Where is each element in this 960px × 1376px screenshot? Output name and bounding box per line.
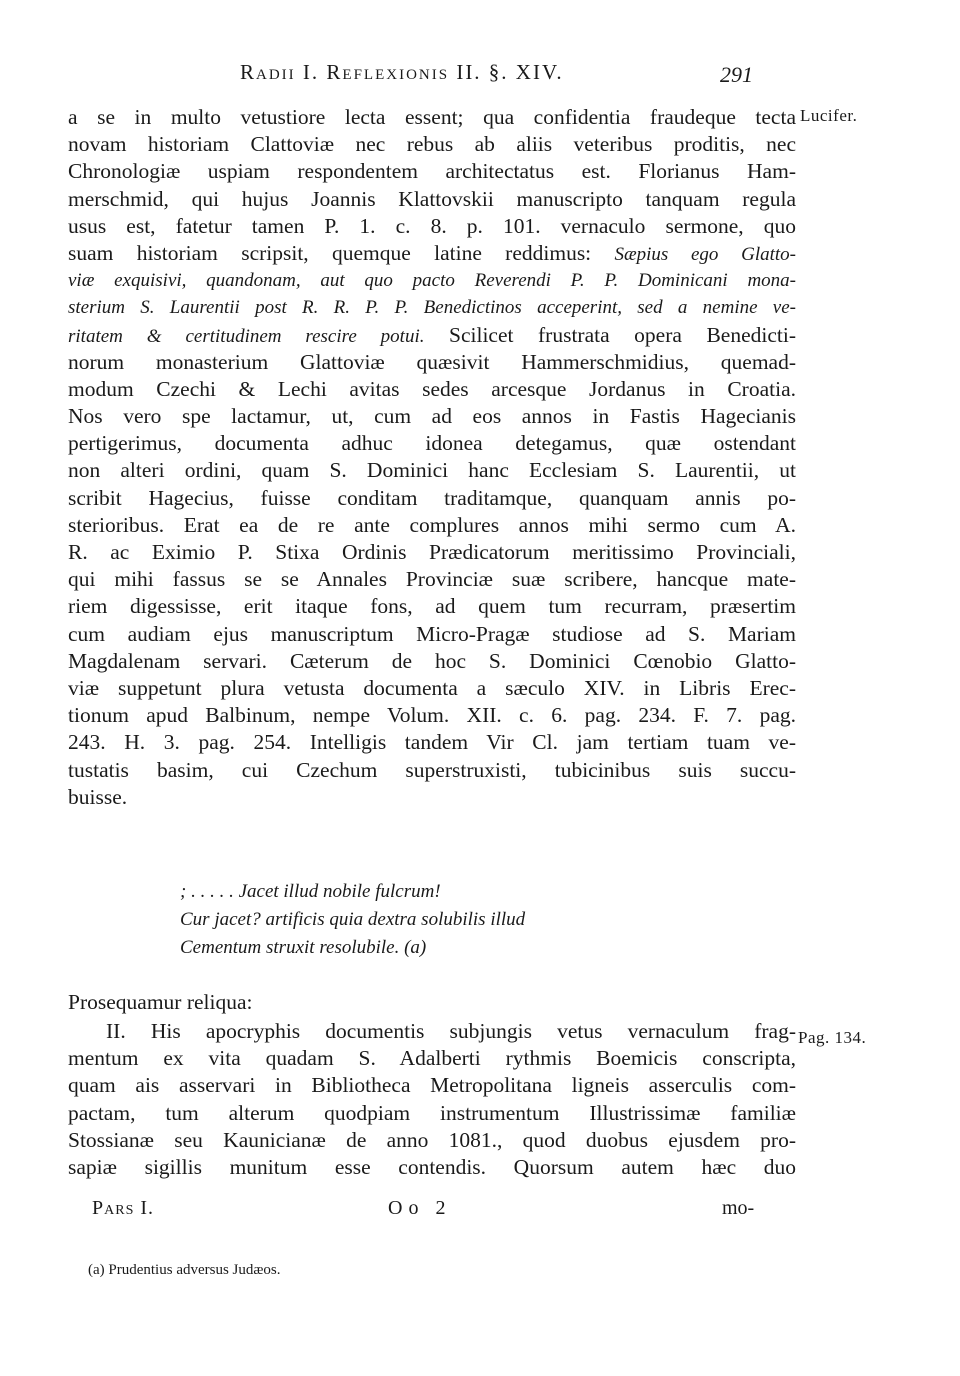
body-line-mixed xyxy=(68,240,796,267)
verse-line: Cementum struxit resolubile. (a) xyxy=(180,937,427,958)
body-line: qui mihi fassus se se Annales Provinciæ suæ scribere, hancque mate- xyxy=(68,567,796,592)
body-line-mixed xyxy=(68,322,796,349)
body-text-second xyxy=(68,1018,796,1181)
body-line: scribit Hagecius, fuisse conditam traditamque, quanquam annis po- xyxy=(68,485,796,510)
body-line: buisse. xyxy=(68,784,128,809)
body-line: modum Czechi & Lechi avitas sedes arcesque Jordanus in Croatia. xyxy=(68,376,796,401)
signature-line xyxy=(92,1197,772,1225)
verse-line: Cur jacet? artificis quia dextra solubilis illud xyxy=(180,909,526,930)
body-line: sterioribus. Erat ea de re ante complures annos mihi sermo cum A. xyxy=(68,512,796,537)
body-line: pertigerimus, documenta adhuc idonea detegamus, quæ ostendant xyxy=(68,431,796,456)
body-line: norum monasterium Glattoviæ quæsivit Hammerschmidius, quemad- xyxy=(68,349,796,374)
body-line: riem digessisse, erit itaque fons, ad quem tum recurram, præsertim xyxy=(68,594,796,619)
body-line: Chronologiæ uspiam respondentem architectatus est. Florianus Ham- xyxy=(68,159,796,184)
body-line: cum audiam ejus manuscriptum Micro-Pragæ studiose ad S. Mariam xyxy=(68,621,796,646)
body-line: pactam, tum alterum quodpiam instrumentum Illustrissimæ familiæ xyxy=(68,1100,796,1125)
body-line: suam historiam scripsit, quemque latine reddimus: xyxy=(68,240,592,265)
quotation-line: ritatem & certitudinem rescire potui. xyxy=(68,325,425,347)
quotation-line: sterium S. Laurentii post R. R. P. P. Benedictinos acceperint, sed a nemine ve- xyxy=(68,297,796,319)
body-line: usus est, fatetur tamen P. 1. c. 8. p. 101. vernaculo sermone, quo xyxy=(68,213,796,238)
body-line: tustatis basim, cui Czechum superstruxisti, tubicinibus suis succu- xyxy=(68,757,796,782)
quotation-italic: Sæpius ego Glatto- xyxy=(614,243,796,265)
body-line: non alteri ordini, quam S. Dominici hanc Ecclesiam S. Laurentii, ut xyxy=(68,458,796,483)
body-line: viæ suppetunt plura vetusta documenta a sæculo XIV. in Libris Erec- xyxy=(68,675,796,700)
signature-mark: Oo 2 xyxy=(388,1197,452,1219)
margin-note-lucifer: Lucifer. xyxy=(800,106,858,125)
part-label: Pars I. xyxy=(92,1197,155,1219)
footnote: (a) Prudentius adversus Judæos. xyxy=(88,1262,281,1278)
body-text xyxy=(68,104,796,811)
running-title: Radii I. Reflexionis II. §. XIV. xyxy=(240,60,564,84)
body-line: novam historiam Clattoviæ nec rebus ab aliis veteribus proditis, nec xyxy=(68,132,796,157)
body-line: a se in multo vetustiore lecta essent; qua confidentia fraudeque tecta xyxy=(68,105,796,129)
quotation-line: viæ exquisivi, quandonam, aut quo pacto Reverendi P. P. Dominicani mona- xyxy=(68,270,796,292)
body-line: Magdalenam servari. Cæterum de hoc S. Dominici Cœnobio Glatto- xyxy=(68,648,796,673)
body-line: merschmid, qui hujus Joannis Klattovskii manuscripto tanquam regula xyxy=(68,186,796,211)
paragraph-first-line: II. His apocryphis documentis subjungis vetus vernaculum frag- xyxy=(106,1019,796,1043)
body-line: Nos vero spe lactamur, ut, cum ad eos annos in Fastis Hagecianis xyxy=(68,404,796,429)
body-line: 243. H. 3. pag. 254. Intelligis tandem Vir Cl. jam tertiam tuam ve- xyxy=(68,730,796,755)
body-line: Scilicet frustrata opera Benedicti- xyxy=(449,322,796,347)
body-line: Stossianæ seu Kaunicianæ de anno 1081., quod duobus ejusdem pro- xyxy=(68,1127,796,1152)
page-number: 291 xyxy=(720,62,753,87)
section-heading: Prosequamur reliqua: xyxy=(68,990,253,1014)
catchword: mo- xyxy=(722,1197,755,1219)
body-line: tionum apud Balbinum, nempe Volum. XII. c. 6. pag. 234. F. 7. pag. xyxy=(68,703,796,728)
body-line: quam ais asservari in Bibliotheca Metropolitana ligneis asserculis com- xyxy=(68,1073,796,1098)
body-line: mentum ex vita quadam S. Adalberti rythmis Boemicis conscripta, xyxy=(68,1046,796,1071)
body-line: R. ac Eximio P. Stixa Ordinis Prædicatorum meritissimo Provinciali, xyxy=(68,540,796,564)
body-line: sapiæ sigillis munitum esse contendis. Quorsum autem hæc duo xyxy=(68,1154,796,1179)
verse-line: ; . . . . . Jacet illud nobile fulcrum! xyxy=(180,881,441,902)
verse-quotation xyxy=(180,878,700,962)
margin-note-page-ref: Pag. 134. xyxy=(798,1028,867,1047)
